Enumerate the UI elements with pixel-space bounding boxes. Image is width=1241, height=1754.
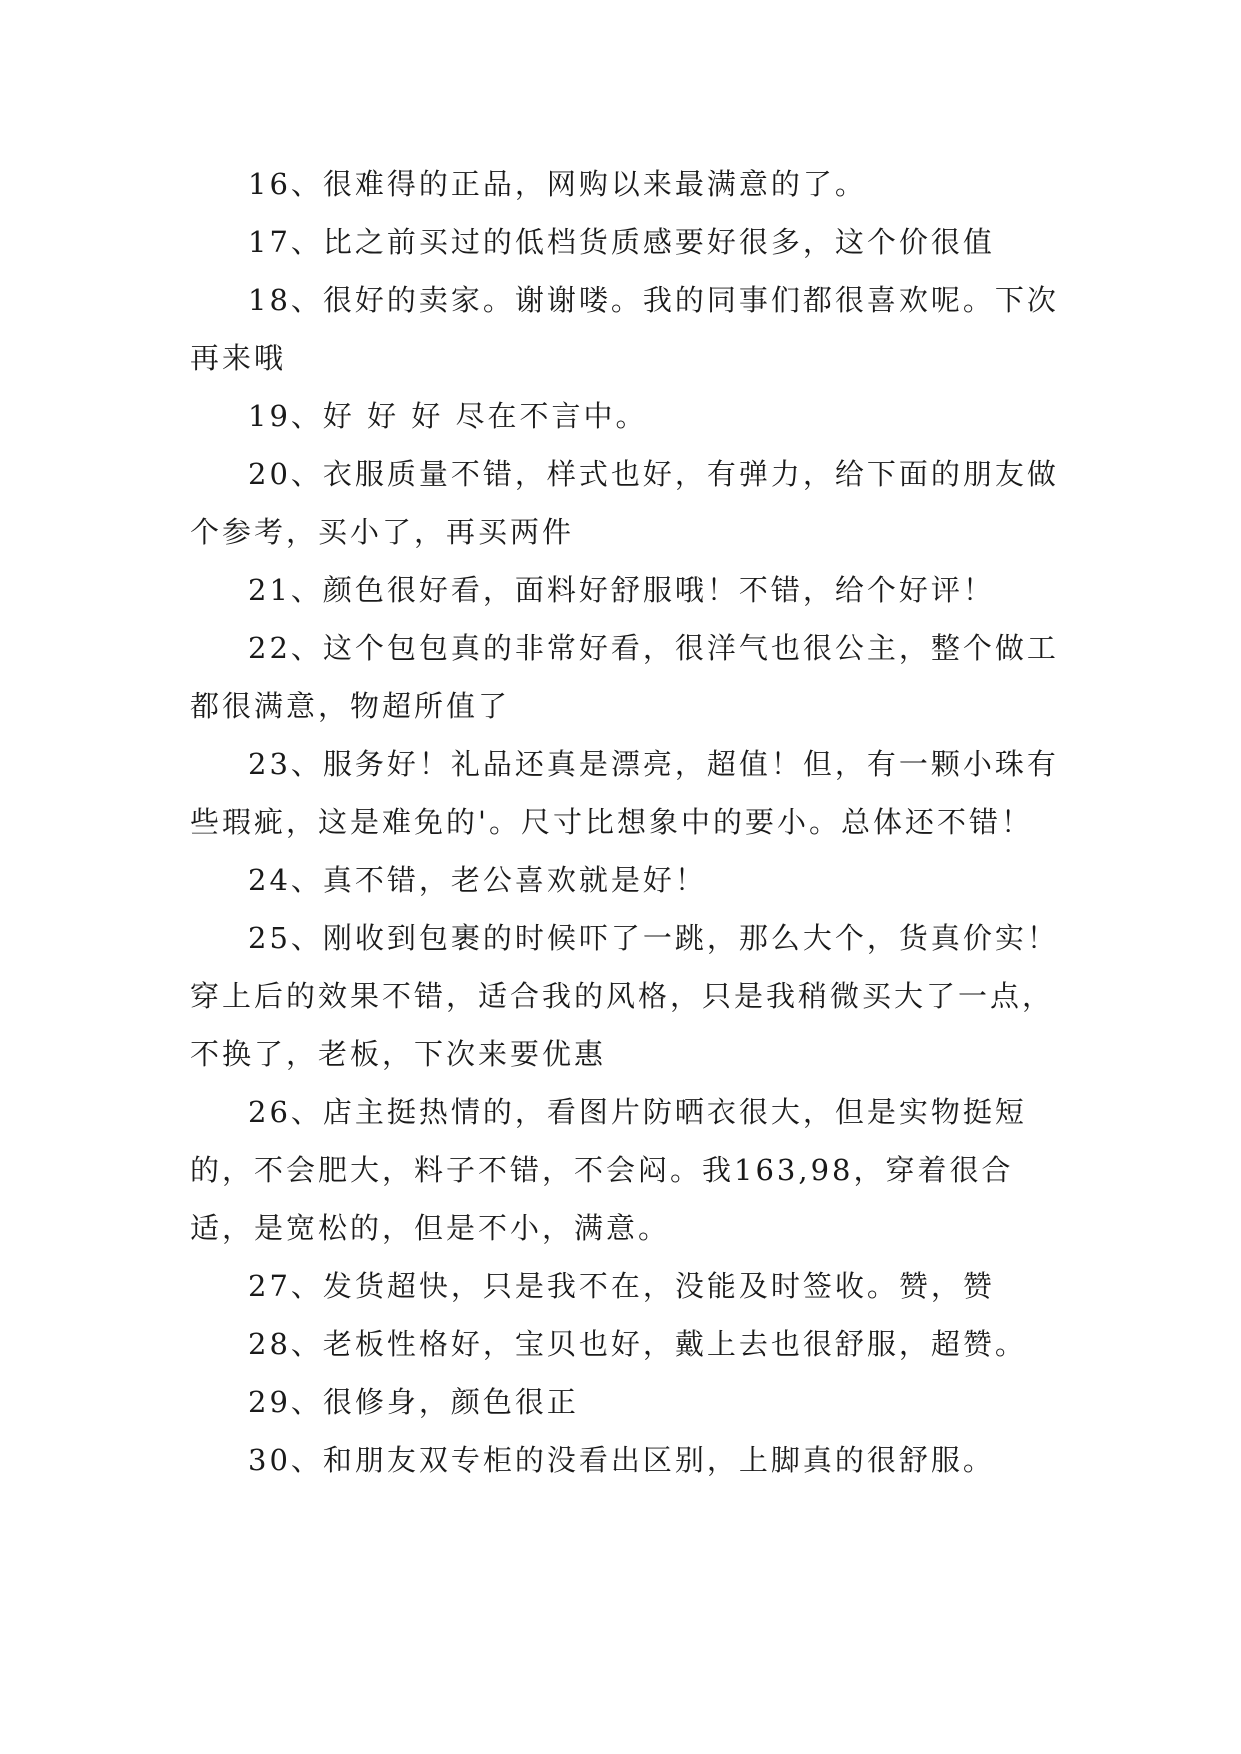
review-item-29: 29、很修身，颜色很正 xyxy=(248,1385,579,1419)
review-item-18: 18、很好的卖家。谢谢喽。我的同事们都很喜欢呢。下次再来哦 xyxy=(190,283,1059,375)
review-item-28: 28、老板性格好，宝贝也好，戴上去也很舒服，超赞。 xyxy=(248,1327,1027,1361)
review-item-26: 26、店主挺热情的，看图片防晒衣很大，但是实物挺短的，不会肥大，料子不错，不会闷。我163,98，穿着很合适，是宽松的，但是不小，满意。 xyxy=(190,1095,1027,1245)
review-item-23: 23、服务好！礼品还真是漂亮，超值！但，有一颗小珠有些瑕疵，这是难免的'。尺寸比想象中的要小。总体还不错！ xyxy=(190,747,1059,839)
review-item-16: 16、很难得的正品，网购以来最满意的了。 xyxy=(248,167,867,201)
review-item-19: 19、好 好 好 尽在不言中。 xyxy=(248,399,648,433)
review-item-17: 17、比之前买过的低档货质感要好很多，这个价很值 xyxy=(248,225,995,259)
review-item-22: 22、这个包包真的非常好看，很洋气也很公主，整个做工都很满意，物超所值了 xyxy=(190,631,1059,723)
document-body xyxy=(190,155,1075,1489)
review-item-27: 27、发货超快，只是我不在，没能及时签收。赞，赞 xyxy=(248,1269,995,1303)
review-item-24: 24、真不错，老公喜欢就是好！ xyxy=(248,863,707,897)
review-item-30: 30、和朋友双专柜的没看出区别，上脚真的很舒服。 xyxy=(248,1443,995,1477)
review-item-21: 21、颜色很好看，面料好舒服哦！不错，给个好评！ xyxy=(248,573,995,607)
review-item-20: 20、衣服质量不错，样式也好，有弹力，给下面的朋友做个参考，买小了，再买两件 xyxy=(190,457,1059,549)
review-item-25: 25、刚收到包裹的时候吓了一跳，那么大个，货真价实！穿上后的效果不错，适合我的风格，只是我稍微买大了一点，不换了，老板，下次来要优惠 xyxy=(190,921,1059,1071)
